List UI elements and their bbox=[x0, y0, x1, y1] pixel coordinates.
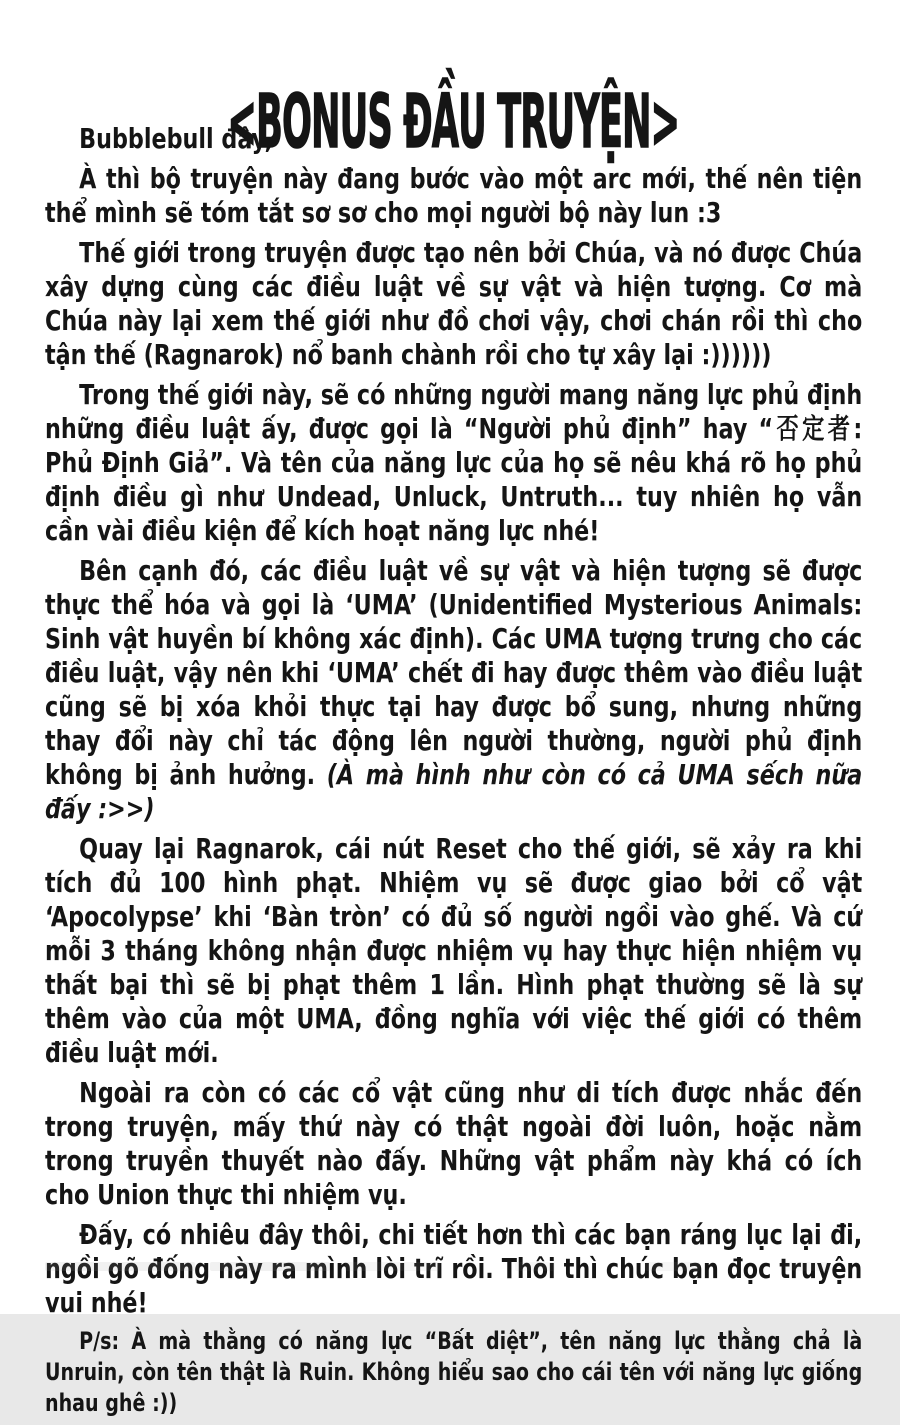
paragraph-negators: Trong thế giới này, sẽ có những người mang năng lực phủ định những điều luật ấy, được gọi là “Người phủ định” hay “否定者: Phủ Định Giả”. Và tên của năng lực của họ sẽ nêu khá rõ họ phủ định điều gì như Undead, Unluck, Untruth... tuy nhiên họ vẫn cần vài điều kiện để kích hoạt năng lực nhé! bbox=[45, 378, 863, 547]
paragraph-world: Thế giới trong truyện được tạo nên bởi Chúa, và nó được Chúa xây dựng cùng các điều luật về sự vật và hiện tượng. Cơ mà Chúa này lại xem thế giới như đồ chơi vậy, chơi chán rồi thì cho tận thế (Ragnarok) nổ banh chành rồi cho tự xây lại :)))))) bbox=[45, 236, 863, 371]
smudge-mark bbox=[45, 1262, 195, 1271]
page-title: <BONUS ĐẦU TRUYỆN> bbox=[227, 78, 680, 165]
smudge-mark bbox=[515, 1262, 555, 1271]
paragraph-ragnarok: Quay lại Ragnarok, cái nút Reset cho thế giới, sẽ xảy ra khi tích đủ 100 hình phạt. Nhiệm vụ sẽ được giao bởi cổ vật ‘Apocolypse’ khi ‘Bàn tròn’ có đủ số người ngồi vào ghế. Và cứ mỗi 3 tháng không nhận được nhiệm vụ hay thực hiện nhiệm vụ thất bại thì sẽ bị phạt thêm 1 lần. Hình phạt thường sẽ là sự thêm vào của một UMA, đồng nghĩa với việc thế giới có thêm điều luật mới. bbox=[45, 832, 863, 1069]
smudge-mark bbox=[785, 1262, 830, 1271]
paragraph-uma bbox=[45, 554, 862, 826]
print-smudge-artifacts bbox=[45, 1262, 863, 1272]
paragraph-closing: Đấy, có nhiêu đây thôi, chi tiết hơn thì các bạn ráng lục lại đi, ngồi gõ đống này ra mình lòi trĩ rồi. Thôi thì chúc bạn đọc truyện vui nhé! bbox=[45, 1218, 863, 1319]
paragraph-uma-main: Bên cạnh đó, các điều luật về sự vật và hiện tượng sẽ được thực thể hóa và gọi là ‘UMA’ (Unidentified Mysterious Animals: Sinh vật huyền bí không xác định). Các UMA tượng trưng cho các điều luật, vậy nên khi ‘UMA’ chết đi hay được thêm vào điều luật cũng sẽ bị xóa khỏi thực tại hay được bổ sung, nhưng những thay đổi này chỉ tác động lên người thường, người phủ định không bị ảnh hưởng. bbox=[45, 554, 863, 791]
text-column bbox=[45, 30, 862, 1425]
paragraph-artifacts: Ngoài ra còn có các cổ vật cũng như di tích được nhắc đến trong truyện, mấy thứ này có thật ngoài đời luôn, hoặc nằm trong truyền thuyết nào đấy. Những vật phẩm này khá có ích cho Union thực thi nhiệm vụ. bbox=[45, 1076, 863, 1211]
paragraph-uma-aside: (À mà hình như còn có cả UMA sếch nữa đấy :>>) bbox=[45, 758, 863, 825]
paragraph-greeting: Bubblebull đây, bbox=[79, 122, 273, 155]
postscript-note: P/s: À mà thằng có năng lực “Bất diệt”, tên năng lực thằng chả là Unruin, còn tên thật là Ruin. Không hiểu sao cho cái tên với năng lực giống nhau ghê :)) bbox=[45, 1327, 863, 1417]
paragraph-intro: À thì bộ truyện này đang bước vào một arc mới, thế nên tiện thể mình sẽ tóm tắt sơ sơ cho mọi người bộ này lun :3 bbox=[45, 162, 863, 229]
smudge-mark bbox=[645, 1262, 700, 1271]
smudge-mark bbox=[345, 1262, 440, 1271]
smudge-mark bbox=[210, 1262, 330, 1271]
